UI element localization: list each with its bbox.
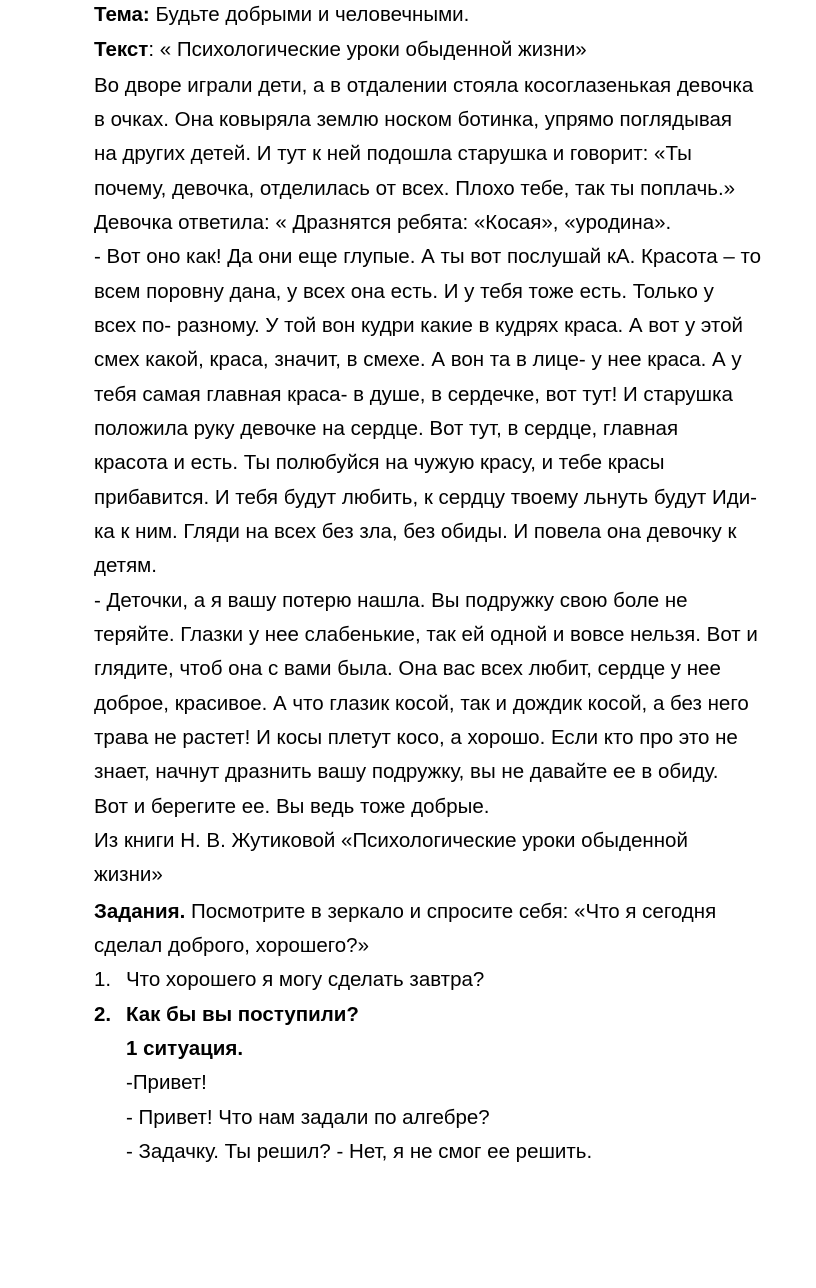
dialog-line: -Привет! (126, 1071, 207, 1094)
story-line: знает, начнут дразнить вашу подружку, вы не давайте ее в обиду. (94, 760, 719, 783)
text-label: Текст (94, 38, 149, 61)
task-text: Что хорошего я могу сделать завтра? (126, 968, 485, 991)
dialog-line: - Привет! Что нам задали по алгебре? (126, 1106, 490, 1129)
story-line: теряйте. Глазки у нее слабенькие, так ей одной и вовсе нельзя. Вот и (94, 623, 758, 646)
story-line: красота и есть. Ты полюбуйся на чужую красу, и тебе красы (94, 451, 665, 474)
theme-text: Будьте добрыми и человечными. (155, 3, 470, 26)
story-line: положила руку девочке на сердце. Вот тут, в сердце, главная (94, 417, 679, 440)
situation-title: 1 ситуация. (126, 1037, 244, 1060)
story-line: почему, девочка, отделилась от всех. Плохо тебе, так ты поплачь.» (94, 177, 736, 200)
story-line: - Вот оно как! Да они еще глупые. А ты вот послушай кА. Красота – то (94, 245, 762, 268)
story-line: на других детей. И тут к ней подошла старушка и говорит: «Ты (94, 142, 692, 165)
task-item-1 (94, 966, 694, 994)
story-line: доброе, красивое. А что глазик косой, так и дождик косой, а без него (94, 692, 749, 715)
story-line: всем поровну дана, у всех она есть. И у тебя тоже есть. Только у (94, 280, 714, 303)
tasks-label: Задания. (94, 900, 186, 923)
text-title-line (94, 36, 587, 64)
theme-label: Тема: (94, 3, 150, 26)
source-line: жизни» (94, 863, 163, 886)
story-line: детям. (94, 554, 157, 577)
task-number: 2. (94, 1003, 112, 1026)
story-line: тебя самая главная краса- в душе, в сердечке, вот тут! И старушка (94, 383, 733, 406)
story-line: - Деточки, а я вашу потерю нашла. Вы подружку свою боле не (94, 589, 688, 612)
story-line: Во дворе играли дети, а в отдалении стояла косоглазенькая девочка (94, 74, 754, 97)
story-line: ка к ним. Гляди на всех без зла, без обиды. И повела она девочку к (94, 520, 737, 543)
task-text: Как бы вы поступили? (126, 1003, 359, 1026)
story-line: трава не растет! И косы плетут косо, а хорошо. Если кто про это не (94, 726, 738, 749)
tasks-intro-line (94, 898, 716, 926)
tasks-intro: Посмотрите в зеркало и спросите себя: «Что я сегодня (185, 900, 717, 923)
story-line: прибавится. И тебя будут любить, к сердцу твоему льнуть будут Иди- (94, 486, 757, 509)
task-item-2 (94, 1001, 694, 1029)
story-line: Вот и берегите ее. Вы ведь тоже добрые. (94, 795, 490, 818)
task-number: 1. (94, 968, 112, 991)
source-line: Из книги Н. В. Жутиковой «Психологические уроки обыденной (94, 829, 688, 852)
story-line: глядите, чтоб она с вами была. Она вас всех любит, сердце у нее (94, 657, 721, 680)
story-line: всех по- разному. У той вон кудри какие в кудрях краса. А вот у этой (94, 314, 743, 337)
story-line: Девочка ответила: « Дразнятся ребята: «Косая», «уродина». (94, 211, 672, 234)
theme-line (94, 1, 469, 29)
dialog-line: - Задачку. Ты решил? - Нет, я не смог ее решить. (126, 1140, 593, 1163)
tasks-intro-line2: сделал доброго, хорошего?» (94, 934, 369, 957)
story-line: смех какой, краса, значит, в смехе. А вон та в лице- у нее краса. А у (94, 348, 742, 371)
story-line: в очках. Она ковыряла землю носком ботинка, упрямо поглядывая (94, 108, 732, 131)
text-title: : « Психологические уроки обыденной жизни» (148, 38, 587, 61)
